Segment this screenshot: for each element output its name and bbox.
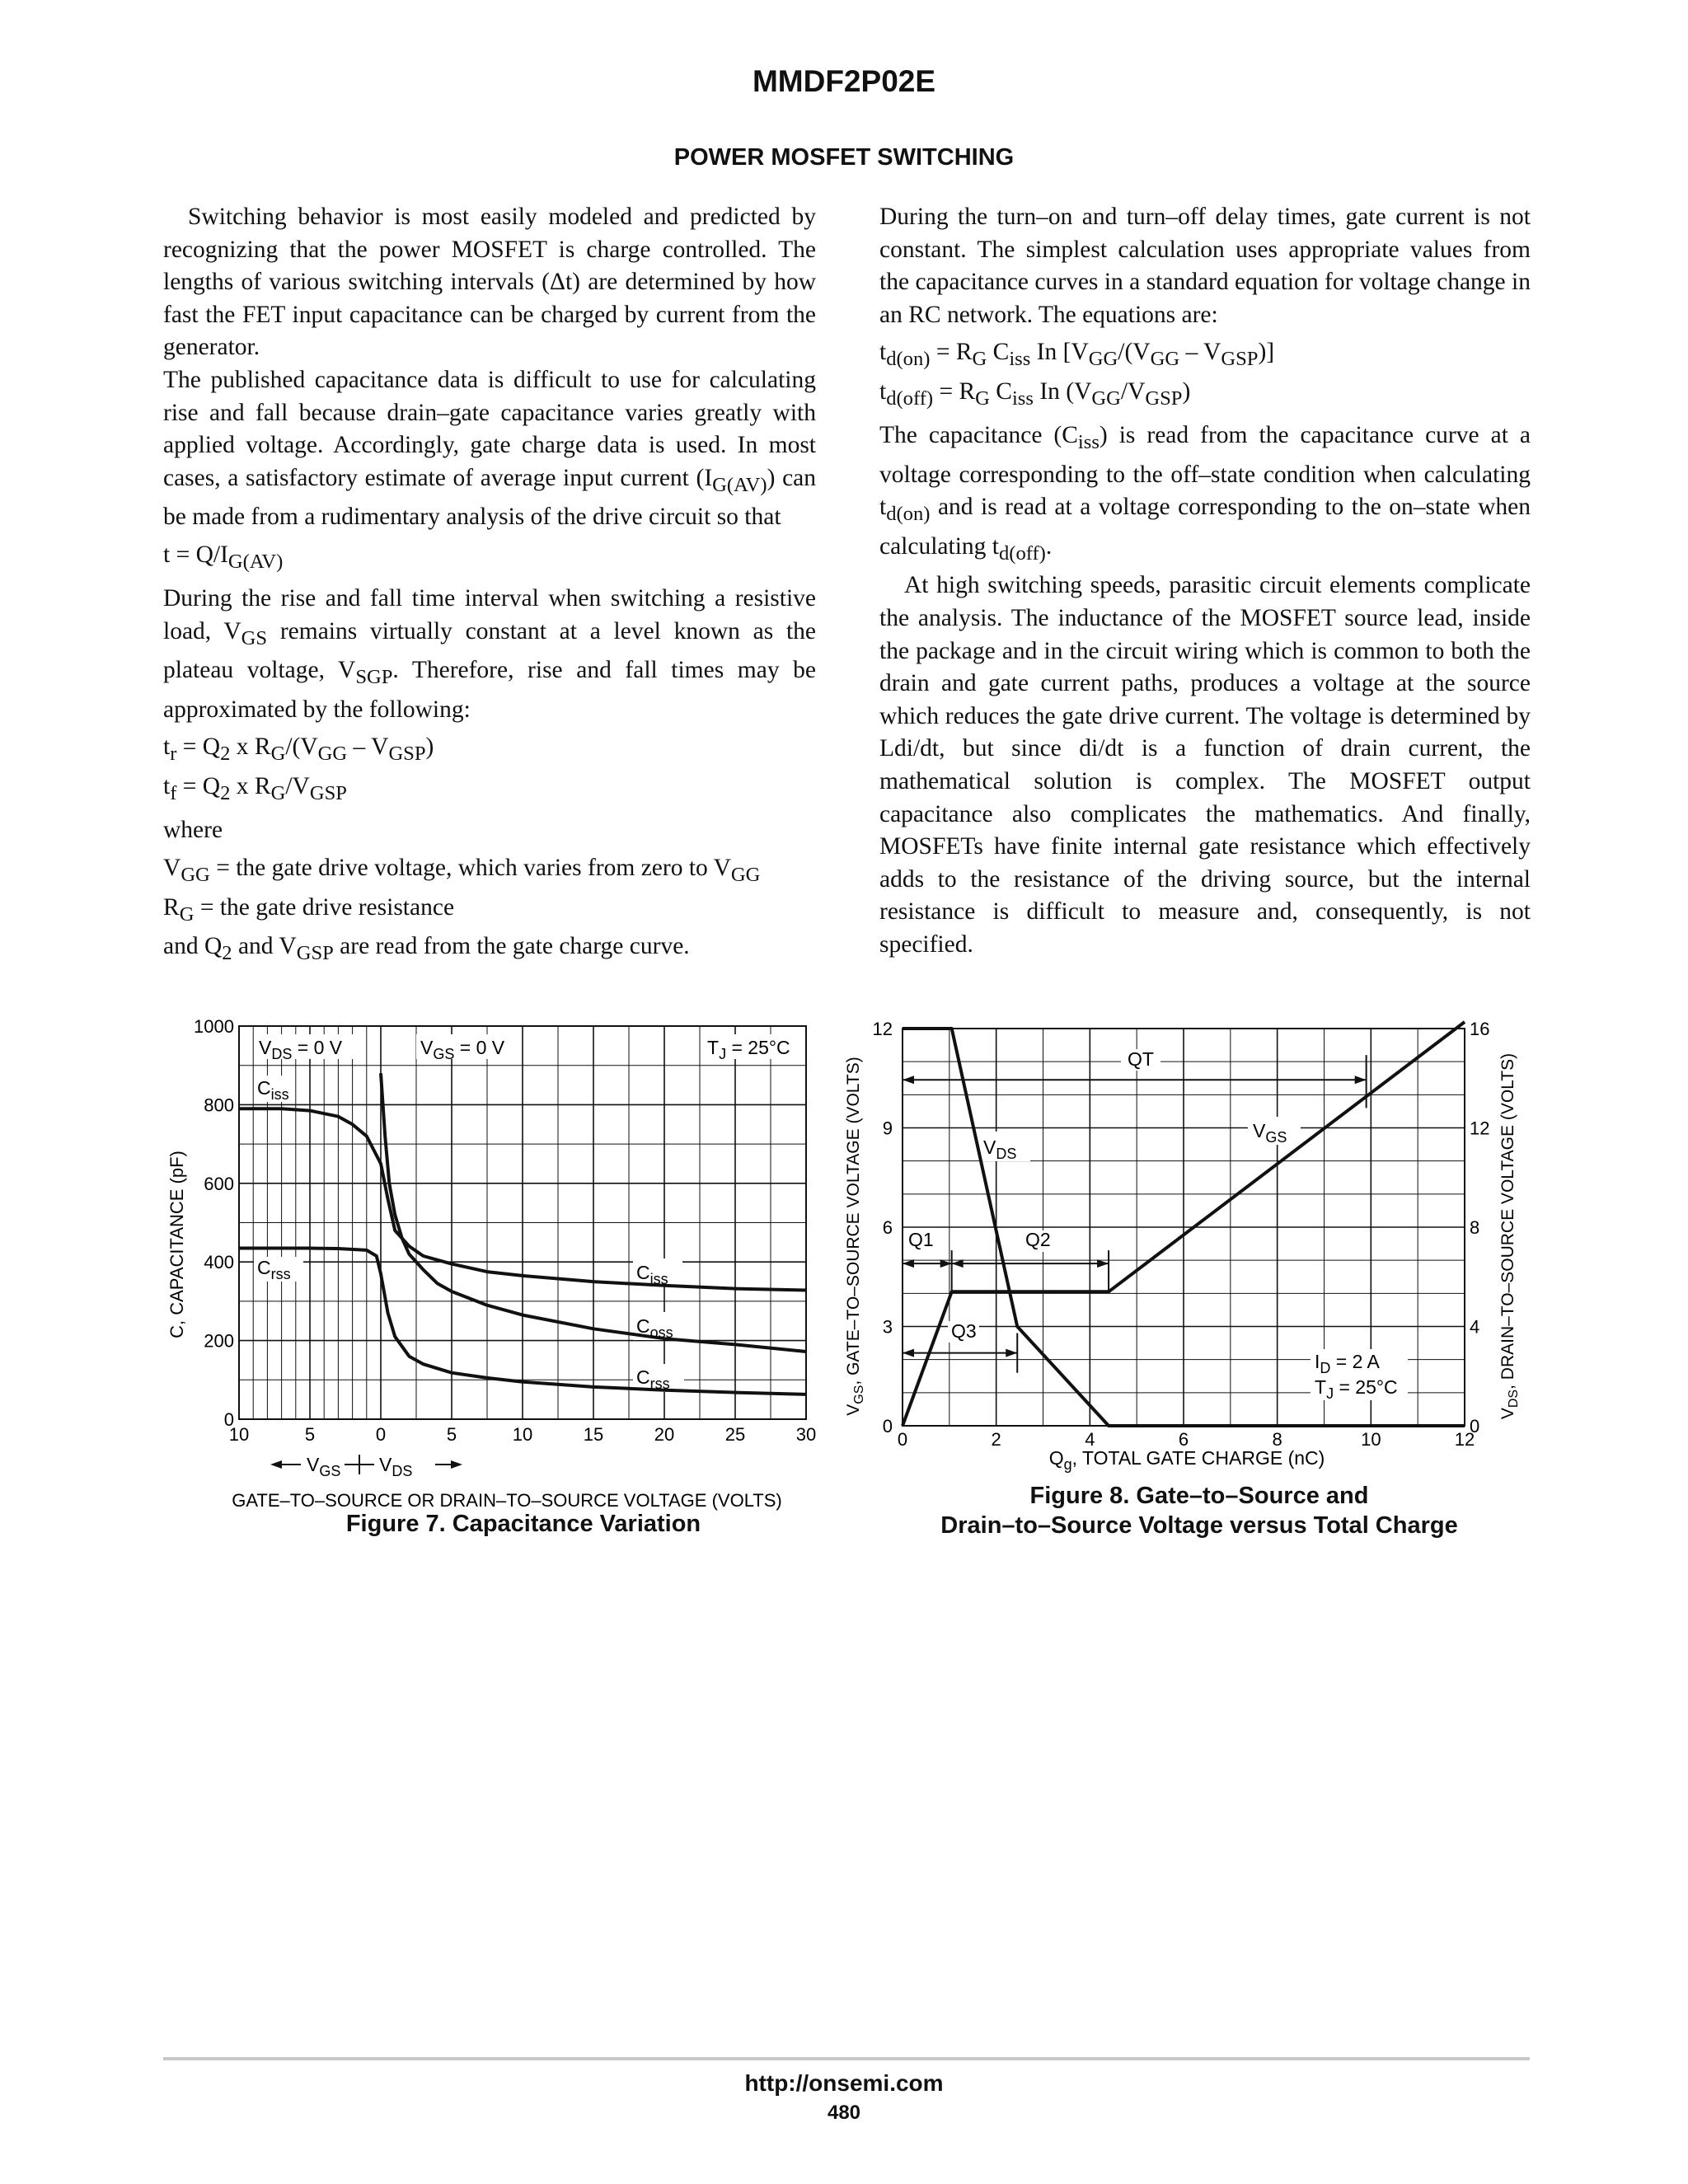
fig8-label-q3: Q3 bbox=[951, 1320, 977, 1342]
fig8-right-tick-label: 16 bbox=[1470, 1019, 1490, 1039]
fig8-label-q2: Q2 bbox=[1025, 1229, 1051, 1250]
equation-tr: $t_r = Q_2$ x $R_G/(V_{GG} - V_{GSP})$ bbox=[163, 733, 434, 766]
fig8-right-tick-label: 8 bbox=[1470, 1217, 1480, 1238]
fig8-x-tick-label: 4 bbox=[1085, 1429, 1095, 1450]
fig7-grid bbox=[239, 1026, 806, 1419]
fig7-annotation-tj: $T_J = 25^\circ C$ bbox=[707, 1037, 790, 1062]
fig8-left-tick-label: 3 bbox=[882, 1316, 893, 1338]
figure-7-capacitance-chart bbox=[157, 1010, 832, 1521]
fig8-x-tick-label: 8 bbox=[1272, 1429, 1282, 1450]
fig8-x-tick-label: 12 bbox=[1454, 1429, 1475, 1450]
fig8-arrow-q1-head bbox=[903, 1259, 914, 1268]
fig8-right-axis-label: $V_{DS}$, DRAIN–TO–SOURCE VOLTAGE (VOLTS) bbox=[1498, 1052, 1521, 1420]
fig8-right-tick-label: 4 bbox=[1470, 1316, 1480, 1338]
fig7-x-tick-label: 20 bbox=[654, 1424, 675, 1445]
fig8-arrow-qt-head bbox=[903, 1076, 914, 1084]
left-column bbox=[163, 201, 816, 969]
fig8-arrow-q2-head bbox=[1097, 1259, 1109, 1268]
definition-vgg: $V_{GG}$ = the gate drive voltage, which varies from zero to $V_{GG}$ bbox=[163, 855, 761, 886]
fig8-right-tick-label: 0 bbox=[1470, 1416, 1480, 1436]
fig7-x-tick-label: 15 bbox=[583, 1424, 604, 1445]
equation-td-on: $t_{d(on)} = R_G$ $C_{iss}$ In $[V_{GG}/(V_{GG} - V_{GSP})]$ bbox=[879, 339, 1275, 371]
figure-7-caption: Figure 7. Capacitance Variation bbox=[345, 1511, 701, 1537]
fig8-annotation-tj: $T_J = 25^\circ C$ bbox=[1315, 1376, 1398, 1402]
figure-8-gate-charge-chart bbox=[832, 1010, 1533, 1504]
fig8-arrow-q3-head bbox=[903, 1349, 914, 1357]
equation-td-off: $t_{d(off)} = R_G$ $C_{iss}$ In $(V_{GG}/V_{GSP})$ bbox=[879, 377, 1191, 410]
paragraph-parasitics: At high switching speeds, parasitic circuit elements complicate the analysis. The inductance of the MOSFET source lead, inside the package and in the circuit wiring which is common to both the drain and gate current paths, produces a voltage at the source which reduces the gate drive current. The voltage is determined by Ldi/dt, but since di/dt is a function of drain current, the mathematical solution is complex. The MOSFET output capacitance also complicates the mathematics. And finally, MOSFETs have finite internal gate resistance which effectively adds to the resistance of the driving source, but the internal resistance is difficult to measure and, consequently, is not specified. bbox=[879, 572, 1531, 958]
fig8-arrow-q3-head bbox=[1006, 1349, 1017, 1357]
section-title: POWER MOSFET SWITCHING bbox=[673, 144, 1015, 171]
page-number: 480 bbox=[827, 2102, 861, 2124]
fig7-y-tick-label: 1000 bbox=[194, 1016, 234, 1037]
right-column bbox=[879, 201, 1531, 962]
definition-rg: $R_G$ = the gate drive resistance bbox=[163, 893, 455, 926]
paragraph-switching-behavior: Switching behavior is most easily modeled and predicted by recognizing that the power MOSFET is charge controlled. The lengths of various switching intervals (Δt) are determined by how fast the FET input capacitance can be charged by current from the generator. bbox=[163, 204, 816, 361]
fig8-x-axis-label: $Q_g$, TOTAL GATE CHARGE (nC) bbox=[1048, 1447, 1325, 1473]
fig7-x-tick-label: 0 bbox=[375, 1424, 387, 1445]
fig7-label-ciss-left: $C_{iss}$ bbox=[257, 1077, 289, 1103]
fig7-x-tick-label: 30 bbox=[795, 1424, 817, 1445]
fig8-x-tick-label: 2 bbox=[991, 1429, 1001, 1450]
fig8-arrow-q2-head bbox=[952, 1259, 964, 1268]
paragraph-ciss: The capacitance $(C_{iss})$ is read from the capacitance curve at a voltage corresponding to the off–state condition when calculating $t_{d(on)}$ and is read at a voltage corresponding to the on–state when calculating $t_{d(off)}$. bbox=[879, 422, 1531, 565]
fig7-y-tick-label: 400 bbox=[204, 1252, 234, 1273]
figure-8-caption-line2: Drain–to–Source Voltage versus Total Charge bbox=[940, 1512, 1458, 1539]
fig7-x-tick-label: 25 bbox=[724, 1424, 746, 1445]
fig8-left-axis-label: $V_{GS}$, GATE–TO–SOURCE VOLTAGE (VOLTS) bbox=[844, 1057, 866, 1416]
paragraph-rise-fall: During the rise and fall time interval when switching a resistive load, $V_{GS}$ remains virtually constant at a level known as the plateau voltage, $V_{SGP}$. Therefore, rise and fall times may be approximated by the following: bbox=[163, 585, 816, 723]
equation-tf: $t_f = Q_2$ x $R_G/V_{GSP}$ bbox=[163, 772, 347, 804]
fig7-label-crss-left: $C_{rss}$ bbox=[257, 1257, 291, 1282]
fig8-left-tick-label: 0 bbox=[882, 1416, 893, 1436]
footer-rule bbox=[163, 2057, 1530, 2060]
equation-t: $t = Q/I_{G(AV)}$ bbox=[163, 541, 284, 573]
fig7-y-tick-label: 800 bbox=[204, 1094, 234, 1116]
fig8-left-tick-label: 9 bbox=[882, 1118, 893, 1139]
paragraph-capacitance-data: The published capacitance data is difficult to use for calculating rise and fall because drain–gate capacitance varies greatly with applied voltage. Accordingly, gate charge data is used. In most cases, a satisfactory estimate of average input current $(I_{G(AV)})$ can be made from a rudimentary analysis of the drive circuit so that bbox=[163, 366, 817, 531]
where-label: where bbox=[163, 817, 223, 844]
fig7-x-axis-label: GATE–TO–SOURCE OR DRAIN–TO–SOURCE VOLTAGE (VOLTS) bbox=[232, 1490, 782, 1511]
fig7-x-tick-label: 10 bbox=[228, 1424, 250, 1445]
fig8-x-tick-label: 0 bbox=[897, 1429, 908, 1450]
fig8-right-tick-label: 12 bbox=[1470, 1118, 1490, 1139]
fig7-y-tick-label: 600 bbox=[204, 1173, 234, 1194]
fig8-label-q1: Q1 bbox=[908, 1229, 934, 1250]
fig7-x-tick-label: 10 bbox=[512, 1424, 533, 1445]
footer-url[interactable]: http://onsemi.com bbox=[744, 2070, 944, 2096]
fig8-left-tick-label: 12 bbox=[872, 1019, 893, 1039]
fig7-vgs-direction-label: $V_{GS}$ bbox=[307, 1454, 341, 1479]
fig7-y-tick-label: 200 bbox=[204, 1330, 234, 1352]
fig7-vds-direction-label: $V_{DS}$ bbox=[379, 1454, 413, 1479]
fig8-x-tick-label: 6 bbox=[1178, 1429, 1189, 1450]
fig7-y-tick-label: 0 bbox=[223, 1409, 234, 1430]
fig7-label-ciss: $C_{iss}$ bbox=[636, 1262, 668, 1287]
fig7-label-coss: $C_{oss}$ bbox=[636, 1315, 673, 1341]
paragraph-delay-times: During the turn–on and turn–off delay times, gate current is not constant. The simplest calculation uses appropriate values from the capacitance curves in a standard equation for voltage change in an RC network. The equations are: bbox=[879, 204, 1531, 328]
fig7-label-crss: $C_{rss}$ bbox=[636, 1366, 670, 1392]
fig7-annotation-vgs: $V_{GS} = 0$ V bbox=[420, 1037, 505, 1062]
document-title: MMDF2P02E bbox=[752, 64, 936, 98]
figure-8-caption-line1: Figure 8. Gate–to–Source and bbox=[1029, 1483, 1369, 1509]
fig8-left-tick-label: 6 bbox=[882, 1217, 893, 1238]
fig7-y-axis-label: C, CAPACITANCE (pF) bbox=[166, 1151, 187, 1338]
fig8-label-qt: QT bbox=[1128, 1048, 1154, 1070]
fig7-annotation-vds: $V_{DS} = 0$ V bbox=[259, 1037, 343, 1062]
fig8-label-vds: $V_{DS}$ bbox=[983, 1137, 1017, 1162]
fig8-label-vgs: $V_{GS}$ bbox=[1253, 1120, 1287, 1146]
fig7-x-tick-label: 5 bbox=[304, 1424, 316, 1445]
fig7-x-tick-label: 5 bbox=[446, 1424, 457, 1445]
figure-8-caption bbox=[874, 1481, 1525, 1540]
fig7-direction-indicator bbox=[270, 1454, 462, 1479]
fig8-arrow-q1-head bbox=[940, 1259, 952, 1268]
fig8-annotation-id: $I_D = 2$ A bbox=[1315, 1351, 1380, 1376]
fig8-grid bbox=[903, 1029, 1465, 1426]
definition-q2: and $Q_2$ and $V_{GSP}$ are read from the gate charge curve. bbox=[163, 933, 690, 964]
fig8-x-tick-label: 10 bbox=[1361, 1429, 1381, 1450]
fig8-arrow-qt-head bbox=[1355, 1076, 1367, 1084]
